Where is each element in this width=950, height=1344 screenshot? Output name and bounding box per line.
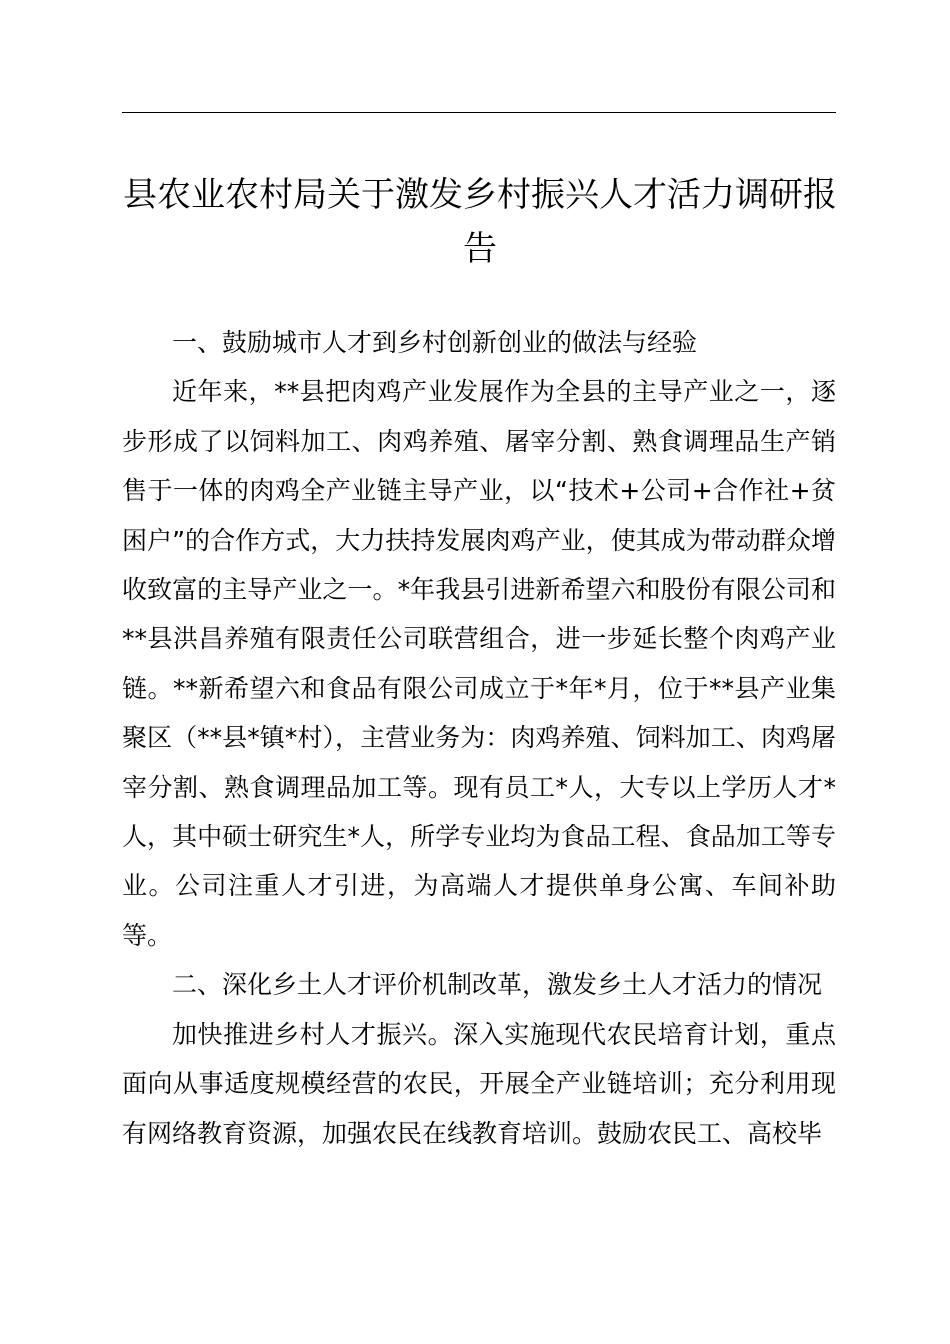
header-rule: [122, 112, 836, 113]
section-heading-2: 二、深化乡土人才评价机制改革，激发乡土人才活力的情况: [172, 970, 823, 1000]
section-paragraph-1: 近年来，**县把肉鸡产业发展作为全县的主导产业之一，逐步形成了以饲料加工、肉鸡养殖、屠宰分割、熟食调理品生产销售于一体的肉鸡全产业链主导产业，以“技术+公司+合作社+贫困户”的合作方式，大力扶持发展肉鸡产业，使其成为带动群众增收致富的主导产业之一。*年我县引进新希望六和股份有限公司和**县洪昌养殖有限责任公司联营组合，进一步延长整个肉鸡产业链。**新希望六和食品有限公司成立于*年*月，位于**县产业集聚区（**县*镇*村），主营业务为：肉鸡养殖、饲料加工、肉鸡屠宰分割、熟食调理品加工等。现有员工*人，大专以上学历人才*人，其中硕士研究生*人，所学专业均为食品工程、食品加工等专业。公司注重人才引进，为高端人才提供单身公寓、车间补助等。: [122, 377, 836, 950]
section-paragraph-2: 加快推进乡村人才振兴。深入实施现代农民培育计划，重点面向从事适度规模经营的农民，开展全产业链培训；充分利用现有网络教育资源，加强农民在线教育培训。鼓励农民工、高校毕: [122, 1019, 836, 1148]
document-body: [122, 318, 836, 1158]
document-title: 县农业农村局关于激发乡村振兴人才活力调研报告: [123, 175, 837, 269]
section-heading-1: 一、鼓励城市人才到乡村创新创业的做法与经验: [172, 328, 698, 357]
